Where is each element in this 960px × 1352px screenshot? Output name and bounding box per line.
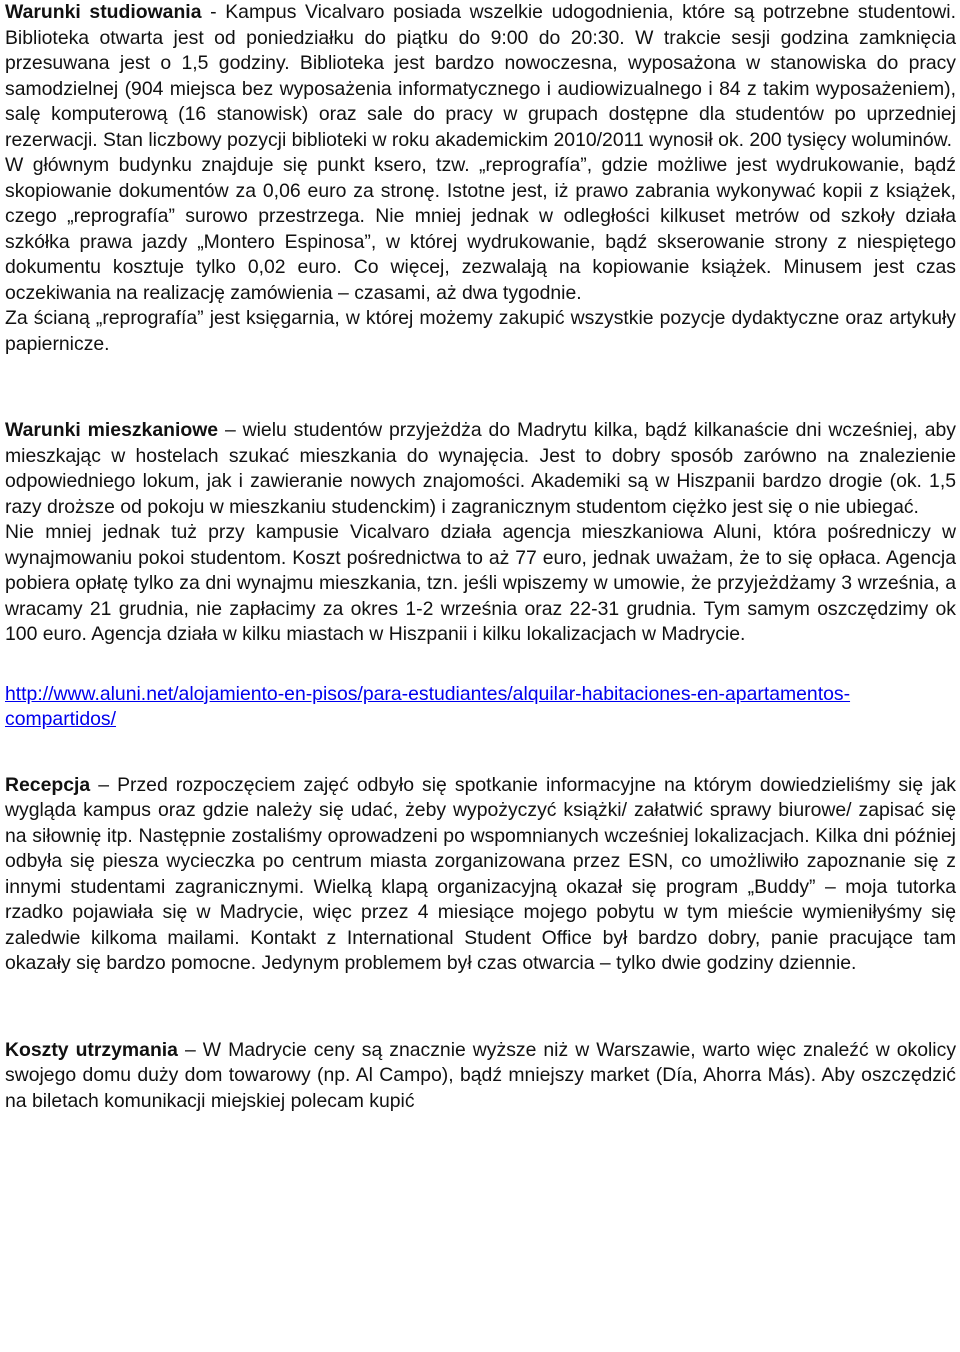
reception-paragraph <box>5 773 956 977</box>
aluni-link[interactable]: http://www.aluni.net/alojamiento-en-pisos/para-estudiantes/alquilar-habitaciones-en-apartamentos-compartidos/ <box>5 682 851 730</box>
section-spacer <box>5 733 956 773</box>
costs-heading: Koszty utrzymania <box>5 1038 178 1061</box>
studies-paragraph-3: Za ścianą „reprografía” jest księgarnia, w której możemy zakupić wszystkie pozycje dydaktyczne oraz artykuły papiernicze. <box>5 307 956 355</box>
link-spacer <box>5 648 956 682</box>
costs-paragraph <box>5 1038 956 1115</box>
housing-paragraph-1 <box>5 418 956 520</box>
section-spacer <box>5 357 956 418</box>
studies-heading: Warunki studiowania <box>5 1 202 23</box>
housing-heading: Warunki mieszkaniowe <box>5 419 219 441</box>
housing-text-1: – wielu studentów przyjeżdża do Madrytu kilka, bądź kilkanaście dni wcześniej, aby mieszkając w hostelach szukać mieszkania do wynajęcia. Jest to dobry sposób zarówno na znalezienie odpowiedniego lokum, jak i zawieranie nowych znajomości. Akademiki są w Hiszpanii bardzo drogie (ok. 1,5 razy droższe od pokoju w mieszkaniu studenckim) i zagranicznym studentom ciężko jest się o nie ubiegać. <box>5 419 956 518</box>
costs-text: – W Madrycie ceny są znacznie wyższe niż w Warszawie, warto więc znaleźć w okolicy swojego domu duży dom towarowy (np. Al Campo), bądź mniejszy market (Día, Ahorra Más). Aby oszczędzić na biletach komunikacji miejskiej polecam kupić <box>5 1038 957 1112</box>
studies-text-1: - Kampus Vicalvaro posiada wszelkie udogodnienia, które są potrzebne studentowi. Biblioteka otwarta jest od poniedziałku do piątku do 9:00 do 20:30. W trakcie sesji godzina zamknięcia przesuwana jest o 1,5 godziny. Biblioteka jest bardzo nowoczesna, wyposażona w stanowiska do pracy samodzielnej (904 miejsca bez wyposażenia informatycznego i audiowizualnego i 84 z takim wyposażeniem), salę komputerową (16 stanowisk) oraz sale do pracy w grupach dostępne dla studentów po uprzedniej rezerwacji. Stan liczbowy pozycji biblioteki w roku akademickim 2010/2011 wynosił ok. 200 tysięcy woluminów. <box>5 1 956 151</box>
reception-text: – Przed rozpoczęciem zajęć odbyło się spotkanie informacyjne na którym dowiedzieliśmy się jak wygląda kampus oraz gdzie należy się udać, żeby wypożyczyć książki/ załatwić sprawy biurowe/ zapisać się na siłownię itp. Następnie zostaliśmy oprowadzeni po wspomnianych wcześniej lokalizacjach. Kilka dni później odbyła się piesza wycieczka po centrum miasta zorganizowana przez ESN, co umożliwiło zapoznanie się z innymi studentami zagranicznymi. Wielką klapą organizacyjną okazał się program „Buddy” – moja tutorka rzadko pojawiała się w Madrycie, więc przez 4 miesiące mojego pobytu w tym mieście wymieniłyśmy się zaledwie kilkoma mailami. Kontakt z International Student Office był bardzo dobry, panie pracujące tam okazały się bardzo pomocne. Jedynym problemem był czas otwarcia – tylko dwie godziny dziennie. <box>5 773 956 974</box>
studies-paragraph-1 <box>5 0 956 153</box>
reception-heading: Recepcja <box>5 773 91 796</box>
housing-link-paragraph <box>5 682 956 733</box>
studies-paragraph-2: W głównym budynku znajduje się punkt ksero, tzw. „reprografía”, gdzie możliwe jest wydrukowanie, bądź skopiowanie dokumentów za 0,06 euro za stronę. Istotne jest, iż prawo zabrania wykonywać kopii z książek, czego „reprografía” surowo przestrzega. Nie mniej jednak w odległości kilkuset metrów od szkoły działa szkółka prawa jazdy „Montero Espinosa”, w której wydrukowanie, bądź skserowanie strony z niespiętego dokumentu kosztuje tylko 0,02 euro. Co więcej, zezwalają na kopiowanie książek. Minusem jest czas oczekiwania na realizację zamówienia – czasami, aż dwa tygodnie. <box>5 154 956 304</box>
housing-paragraph-2: Nie mniej jednak tuż przy kampusie Vicalvaro działa agencja mieszkaniowa Aluni, która pośredniczy w wynajmowaniu pokoi studentom. Koszt pośrednictwa to aż 77 euro, jednak uważam, że to się opłaca. Agencja pobiera opłatę tylko za dni wynajmu mieszkania, tzn. jeśli wpiszemy w umowie, że przyjeżdżamy 3 września, a wracamy 21 grudnia, nie zapłacimy za okres 1-2 września oraz 22-31 grudnia. Tym samym oszczędzimy ok 100 euro. Agencja działa w kilku miastach w Hiszpanii i kilku lokalizacjach w Madrycie. <box>5 521 956 645</box>
section-spacer <box>5 977 956 1038</box>
